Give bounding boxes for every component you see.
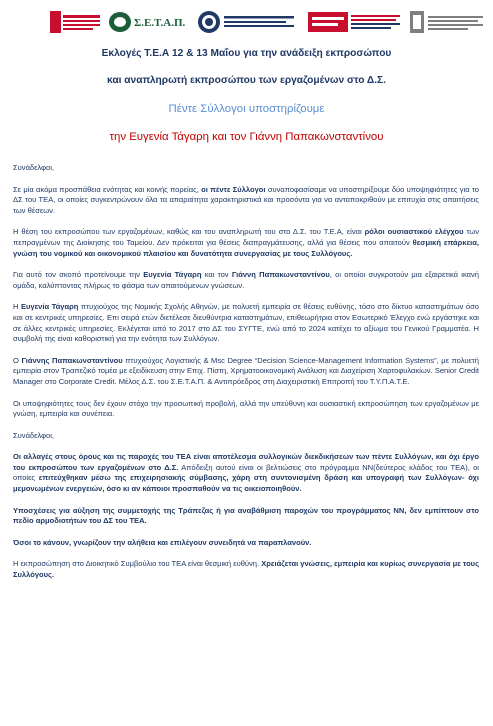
paragraph-6: Οι υποψηφιότητες τους δεν έχουν στόχο την προσωπική προβολή, αλλά την υπεύθυνη και ουσιαστική εκπροσώπηση των εργαζομένων με γνώση, εμπειρία και συνέπεια.: [13, 398, 479, 419]
svg-text:Σ.Ε.Τ.Α.Π.: Σ.Ε.Τ.Α.Π.: [134, 17, 186, 29]
text-run: και τον: [201, 270, 232, 280]
text-run: Για αυτό τον σκοπό προτείνουμε την: [13, 270, 144, 280]
paragraph-5: [13, 356, 479, 388]
text-run: Ο: [13, 355, 22, 365]
paragraph-1: [13, 185, 479, 217]
text-run: Η εκπροσώπηση στο Διοικητικό Συμβούλιο του ΤΕΑ είναι θεσμική ευθύνη.: [13, 559, 262, 569]
text-run: Απόδειξη αυτού είναι οι βελτιώσεις στο πρόγραμμα ΝΝ(δεύτερος κλάδος του ΤΕΑ), οι οποίες: [13, 462, 479, 483]
paragraph-3: [13, 270, 479, 291]
text-run: συναποφασίσαμε να υποστηρίξουμε δύο υποψηφιότητες για το ΔΣ του ΤΕΑ, οι οποίες συγκεντρώνουν όλα τα απαραίτητα χαρακτηριστικά και προσόντα για να ανταποκριθούν με επιτυχία στις απαιτήσεις των θέσεων.: [13, 184, 479, 215]
logo-strip: [50, 9, 485, 35]
syllogos-ypallilon-logo: [198, 9, 298, 35]
subtitle-candidates: την Ευγενία Τάγαρη και τον Γιάννη Παπακωνσταντίνου: [109, 131, 384, 143]
setp-logo: [50, 9, 100, 35]
enotikos-logo: [308, 9, 400, 35]
text-run: πτυχιούχος Λογιστικής & Msc Degree “Decision Science-Management Information Systems”, με πολυετή εμπειρία στον Τραπεζικό τομέα με εξειδίκευση στην Επιχ. Πίστη, Χρηματοοικονομική Ανάλυση και Διαχείριση Χαρτοφυλακίων. Senior Credit Manager στο Corporate Credit. Μέλος Δ.Σ. του Σ.Ε.Τ.Α.Π. & Αντιπρόεδρος στη Διαχειριστική Επιτροπή του Τ.Υ.Π.Α.Τ.Ε.: [13, 355, 479, 386]
text-run-bold: Ευγενία Τάγαρη: [20, 302, 79, 312]
paragraph-4: [13, 302, 479, 344]
paragraph-8: [13, 506, 479, 527]
text-run: των πεπραγμένων της Διοίκησης του Ταμείου. Δεν πρόκειται για θέσεις διαπραγμάτευσης, αλλά για θέσεις που απαιτούν: [13, 227, 480, 247]
text-run: Η: [13, 302, 21, 312]
text-run-bold: οι πέντε Σύλλογοι: [201, 184, 266, 194]
title-line-1: Εκλογές Τ.Ε.Α 12 & 13 Μαΐου για την ανάδειξη εκπροσώπου: [101, 48, 392, 59]
text-run-bold: Ευγενία Τάγαρη: [143, 270, 202, 280]
text-run-bold: Γιάννη Παπακωνσταντίνου: [231, 270, 330, 280]
text-run-bold: επιτεύχθηκαν μέσω της επιχειρησιακής σύμβασης, χάρη στη συντονισμένη δράση και υπογραφή των Συλλόγων- όχι μεμονωμένων ενεργειών, όσο κι αν κάποιοι προσπαθούν να τις οικειοποιηθούν.: [13, 473, 479, 494]
setap-logo: [108, 9, 188, 35]
title-line-2: και αναπληρωτή εκπροσώπου των εργαζομένων στο Δ.Σ.: [107, 75, 386, 86]
text-run: πτυχιούχος της Νομικής Σχολής Αθηνών, με πολυετή εμπειρία σε θέσεις ευθύνης, τόσο στο δίκτυο καταστημάτων όσο και σε κεντρικές υπηρεσίες. Επι σειρά ετών διετέλεσε διευθύντρια καταστημάτων, επιθεωρήτρια στον Εσωτερικό Έλεγχο ενώ εργάστηκε και σε άλλες κεντρικές υπηρεσίες. Εκλέγεται από το 2017 στο ΔΣ του ΣΥΓΤΕ, ενώ από το 2024 κατέχει το αξίωμα του Γενικού Γραμματέα. Η συμβολή της είναι καθοριστική για την ενότητα των Συλλόγων.: [13, 302, 479, 344]
greeting-2: Συνάδελφοι,: [13, 430, 54, 440]
text-run-bold: Γιάννης Παπακωνσταντίνου: [21, 355, 123, 365]
syntaxiouxon-logo: [410, 9, 485, 35]
paragraph-2: [13, 227, 479, 259]
text-run-bold: Υποσχέσεις για αύξηση της συμμετοχής της Τράπεζας ή για αναβάθμιση παροχών του προγράμματος ΝΝ, δεν εμπίπτουν στο πεδίο αρμοδιοτήτων του ΔΣ του ΤΕΑ.: [13, 505, 479, 526]
text-run-bold: ρόλοι ουσιαστικού ελέγχου: [364, 227, 464, 237]
text-run: , οι οποίοι συγκροτούν μια εξαιρετικά ικανή ομάδα, καλύπτοντας πλήρως το φάσμα των απαιτούμενων γνώσεων.: [13, 270, 479, 290]
text-run: Σε μία ακόμα προσπάθεια ενότητας και κοινής πορείας,: [13, 184, 202, 194]
text-run-bold: Οι αλλαγές στους όρους και τις παροχές του ΤΕΑ είναι αποτέλεσμα συλλογικών διεκδικήσεων των πέντε Συλλόγων, και όχι έργο του εκπροσώπου των εργαζομένων στο Δ.Σ.: [13, 452, 479, 472]
greeting: Συνάδελφοι,: [13, 163, 54, 172]
paragraph-7: [13, 452, 479, 494]
text-run-bold: Χρειάζεται γνώσεις, εμπειρία και κυρίως συνεργασία με τους Συλλόγους.: [13, 559, 479, 580]
subtitle-supporters: Πέντε Σύλλογοι υποστηρίζουμε: [168, 103, 325, 115]
paragraph-10: [13, 559, 479, 580]
text-run-bold: Όσοι το κάνουν, γνωρίζουν την αλήθεια και επιλέγουν συνειδητά να παραπλανούν.: [13, 537, 312, 547]
letter-body: [13, 163, 479, 592]
text-run-bold: θεσμική επάρκεια, γνώση του νομικού και οικονομικού πλαισίου και δυνατότητα συνεργασίας με τους Συλλόγους.: [13, 237, 479, 258]
paragraph-9: [13, 538, 479, 549]
text-run: Η θέση του εκπροσώπου των εργαζομένων, καθώς και του αναπληρωτή του στο Δ.Σ. του Τ.Ε.Α, είναι: [13, 227, 365, 237]
